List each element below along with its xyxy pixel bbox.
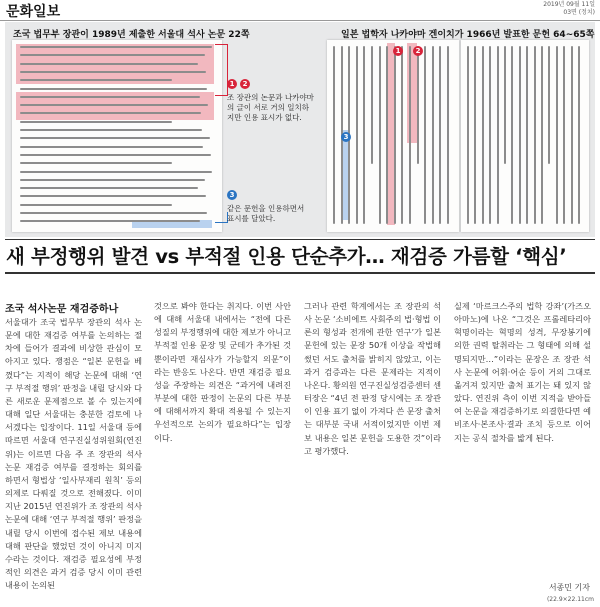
photo-size: (22.9×22.11cm (546, 596, 594, 603)
book-page-65 (461, 40, 589, 232)
text-line (497, 46, 499, 224)
bracket-red (215, 44, 228, 96)
text-line (511, 46, 513, 224)
text-line (20, 212, 207, 214)
text-line (379, 46, 381, 224)
text-line (20, 137, 210, 139)
dateline (543, 1, 595, 17)
text-line (394, 46, 396, 224)
text-line (417, 46, 419, 164)
text-line (20, 63, 198, 65)
note-3: 같은 문헌을 인용하면서 표시를 달았다. (227, 204, 305, 223)
text-line (20, 121, 172, 123)
text-line (20, 154, 211, 156)
badge-2: 2 (240, 79, 250, 89)
text-line (356, 46, 358, 224)
top-rule (5, 239, 595, 240)
article-column-3: 그러나 관련 학계에서는 조 장관의 석사 논문 ‘소비에트 사회주의 법·형법 이론의 형성과 전개에 관한 연구’가 일본 문헌에 있는 문장 50개 이상을 작법해 썼던 서도 출처를 밝히지 않았고, 이는 과거 검증과는 다른 문제라는 지적이 나온다. 황의원 연구진실성검증센터 센터장은 “4년 전 판정 당시에는 조 장관이 인용 표기 없이 가져다 쓴 문장 출처는 대부분 국내 서적이었지만 이번 제보 내용은 일본 문헌을 도용한 것”이라고 평가했다. (304, 301, 441, 456)
text-line (563, 46, 565, 224)
text-line (386, 46, 388, 224)
text-line (519, 46, 521, 224)
text-line (20, 146, 203, 148)
text-line (578, 46, 580, 224)
text-line (20, 54, 205, 56)
text-line (20, 195, 206, 197)
book-badge-2: 2 (413, 46, 423, 56)
text-line (541, 46, 543, 224)
text-line (20, 179, 205, 181)
issue-date: 2019년 09월 11일 (543, 1, 595, 8)
text-line (20, 46, 212, 48)
text-line (482, 46, 484, 224)
text-line (556, 46, 558, 224)
text-line (20, 171, 212, 173)
text-line (467, 46, 469, 224)
text-line (363, 46, 365, 224)
book-badge-3: 3 (341, 132, 351, 142)
text-line (534, 46, 536, 224)
book-badge-1: 1 (393, 46, 403, 56)
text-line (526, 46, 528, 224)
text-line (371, 46, 373, 164)
text-line (439, 46, 441, 224)
text-line (20, 88, 207, 90)
text-line (20, 162, 172, 164)
badge-1: 1 (227, 79, 237, 89)
text-line (20, 220, 200, 222)
page-edition: 03면 (정치) (563, 9, 595, 16)
headline: 새 부정행위 발견 vs 부적절 인용 단순추가… 재검증 가름할 ‘핵심’ (6, 245, 567, 268)
right-caption: 일본 법학자 나카야마 겐이치가 1966년 발표한 문헌 64∼65쪽 (341, 30, 595, 40)
text-line (20, 79, 172, 81)
thesis-page-image (12, 40, 222, 232)
text-line (571, 46, 573, 224)
text-line (489, 46, 491, 224)
text-line (20, 96, 200, 98)
text-line (20, 71, 206, 73)
text-line (447, 46, 449, 224)
headline-rule (5, 272, 595, 274)
text-line (474, 46, 476, 224)
text-line (20, 104, 208, 106)
text-line (20, 204, 172, 206)
text-line (432, 46, 434, 224)
newspaper-logo: 문화일보 (6, 4, 61, 20)
left-caption: 조국 법무부 장관이 1989년 제출한 서울대 석사 논문 22쪽 (13, 30, 250, 40)
text-line (409, 46, 411, 224)
text-line (333, 46, 335, 224)
byline: 서종민 기자 (548, 583, 590, 592)
text-line (401, 46, 403, 224)
masthead (0, 0, 600, 21)
note-1-2: 조 장관의 논문과 나카야마의 글이 서로 거의 일치하지만 인용 표시가 없다. (227, 93, 314, 122)
text-line (548, 46, 550, 164)
article-column-1: 서울대가 조국 법무부 장관의 석사 논문에 대한 재검증 여부를 논의하는 절차에 들어가 결과에 비상한 관심이 모아지고 있다. 쟁점은 “일본 문헌을 베꼈다”는 지적이 해당 논문에 대해 ‘연구 부적절 행위’ 판정을 내릴 당시와 다른 새로운 문제점으로 볼 수 있는지에 대해 일단 서울대는 충분한 검토에 나서겠다는 입장이다. 11일 서울대 등에 따르면 서울대 연구진실성위원회(연진위)는 이르면 다음 주 조 장관의 석사 논문 재검증 여부를 결정하는 회의를 하면서 형법상 ‘일사부재리 원칙’ 등의 의제로 다뤄질 것으로 전해졌다. 이미 지난 2015년 연진위가 조 장관의 석사 논문에 대해 ‘연구 부적절 행위’ 판정을 내릴 당시 이번에 접수된 제보 내용에 대해 판단을 했었던 것이 아니지 미지수라는 것이다. 재검증 필요성에 부정적인 의견은 과거 검증 당시 이미 관련 내용이 논의된 (5, 317, 142, 591)
text-line (20, 129, 202, 131)
text-line (504, 46, 506, 164)
text-line (424, 46, 426, 224)
comparison-figure (5, 22, 595, 237)
article-column-4: 실제 ‘마르크스주의 법학 강좌’(가즈오 아마노)에 나온 “그것은 프롤레타리아 혁명이라는 혁명의 성격, 무장봉기에 의한 권력 탈취라는 그 형태에 의해 설명되지만…”이라는 문장은 조 장관 석사 논문에 어휘·어순 등이 거의 그대로 옮겨져 있지만 출처 표기는 돼 있지 않았다. 연진위 측이 이번 지적을 받아들여 논문을 재검증하기로 의결한다면 예비조사·본조사·결과 조치 등으로 이어지는 공식 절차를 밟게 된다. (454, 301, 591, 443)
badge-3: 3 (227, 190, 237, 200)
text-line (20, 187, 198, 189)
article-subhead: 조국 석사논문 재검증하나 (5, 304, 119, 315)
article-column-2: 것으로 봐야 한다는 취지다. 이번 사안에 대해 서울대 내에서는 “전에 다른 성질의 부정행위에 대한 제보가 아니고 부적절 인용 문장 및 군데가 추가된 것뿐이라면 재심사가 가능할지 의문”이라는 반응도 나온다. 반면 재검증 필요성을 주장하는 의견은 “과거에 내려진 부분에 대한 판정이 논문의 다른 부분에 대해서까지 확대 적용될 수 있는지 우선적으로 논의가 필요하다”는 입장이다. (154, 301, 291, 443)
